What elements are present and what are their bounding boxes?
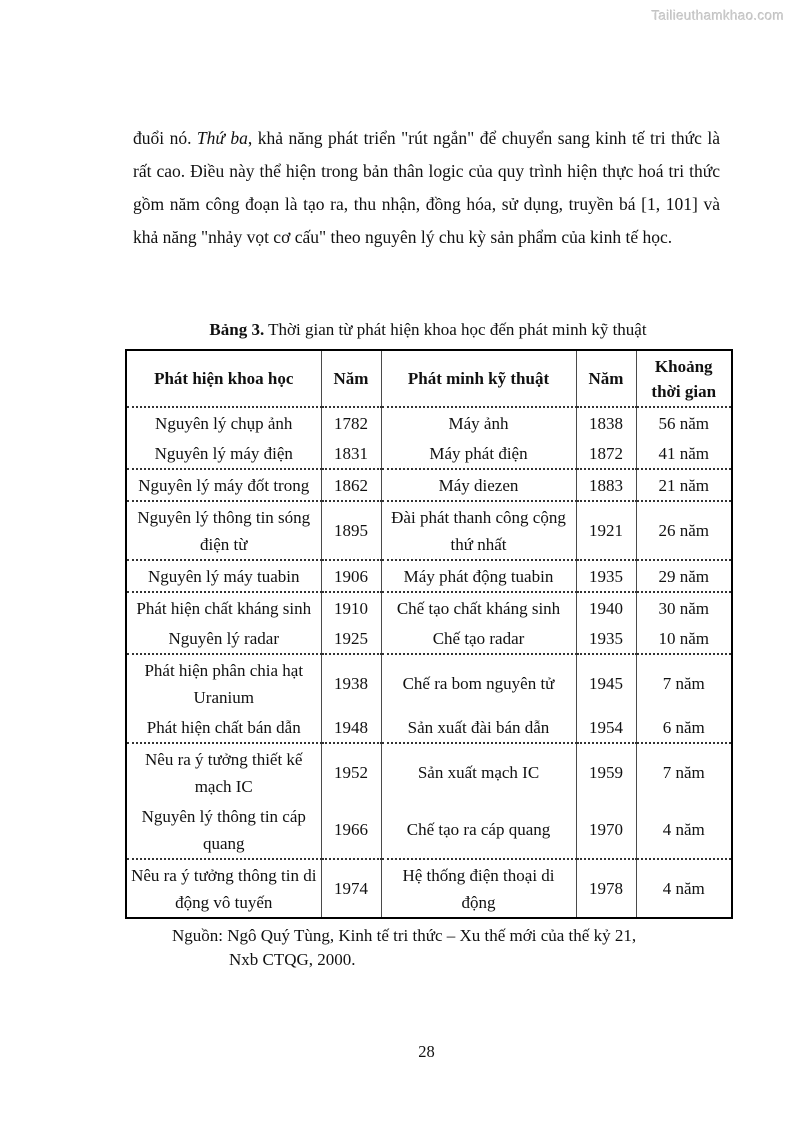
- cell-year1: 1966: [321, 801, 381, 859]
- header-discovery: Phát hiện khoa học: [126, 350, 321, 407]
- page-number: 28: [418, 1042, 435, 1061]
- cell-gap: 4 năm: [636, 801, 732, 859]
- cell-gap: 7 năm: [662, 674, 705, 693]
- cell-discovery: Nguyên lý máy đốt trong: [126, 469, 321, 501]
- cell-year2: 1838: [576, 407, 636, 438]
- cell-year2: 1970: [576, 801, 636, 859]
- cell-invention: Máy phát động tuabin: [381, 560, 576, 592]
- cell-invention: Máy ảnh: [381, 407, 576, 438]
- table-row: [126, 469, 732, 501]
- cell-invention: Chế tạo chất kháng sinh: [381, 592, 576, 623]
- cell-gap: 26 năm: [636, 501, 732, 560]
- cell-year2: 1954: [576, 712, 636, 743]
- cell-invention: Sản xuất mạch IC: [381, 743, 576, 801]
- header-invention: Phát minh kỹ thuật: [381, 350, 576, 407]
- cell-year1: 1910: [321, 592, 381, 623]
- table-row: [126, 592, 732, 623]
- cell-year1: 1938: [321, 654, 381, 712]
- cell-gap: 29 năm: [636, 560, 732, 592]
- header-gap: Khoảng thời gian: [636, 350, 732, 407]
- cell-year1: 1895: [321, 501, 381, 560]
- table-header: [126, 350, 732, 407]
- watermark: Tailieuthamkhao.com: [651, 8, 784, 23]
- table-header-row: [126, 350, 732, 407]
- cell-gap: 7 năm: [662, 763, 705, 782]
- cell-discovery: Phát hiện phân chia hạt Uranium: [126, 654, 321, 712]
- cell-discovery: Nguyên lý thông tin sóng điện từ: [126, 501, 321, 560]
- cell-year1: 1974: [321, 859, 381, 918]
- cell-invention: Chế tạo radar: [381, 623, 576, 654]
- cell-year2: 1978: [576, 859, 636, 918]
- table-row: [126, 438, 732, 469]
- table-caption: [125, 320, 731, 340]
- source-line-1: Nguồn: Ngô Quý Tùng, Kinh tế tri thức – Xu thế mới của thế kỷ 21,: [172, 926, 637, 945]
- source-note: [125, 924, 731, 972]
- table-row: [126, 560, 732, 592]
- paragraph-text-start: đuổi nó.: [133, 128, 197, 148]
- cell-year1: 1906: [321, 560, 381, 592]
- cell-discovery: Nguyên lý máy điện: [126, 438, 321, 469]
- table-row: [126, 712, 732, 743]
- cell-year1: 1782: [321, 407, 381, 438]
- cell-year1: 1831: [321, 438, 381, 469]
- cell-year2: 1935: [576, 560, 636, 592]
- cell-discovery: Nguyên lý máy tuabin: [126, 560, 321, 592]
- cell-invention: Máy diezen: [381, 469, 576, 501]
- cell-invention: Chế ra bom nguyên tử: [381, 654, 576, 712]
- cell-year1: 1952: [321, 743, 381, 801]
- cell-gap: 6 năm: [636, 712, 732, 743]
- cell-gap: 41 năm: [636, 438, 732, 469]
- data-table: [125, 349, 733, 919]
- table-caption-label: Bảng 3.: [209, 320, 265, 339]
- cell-invention: Sản xuất đài bán dẫn: [381, 712, 576, 743]
- cell-gap: 4 năm: [662, 879, 705, 898]
- cell-invention: Chế tạo ra cáp quang: [381, 801, 576, 859]
- table-row: [126, 623, 732, 654]
- table-row: [126, 801, 732, 859]
- cell-year2: 1935: [576, 623, 636, 654]
- cell-year2: 1921: [576, 501, 636, 560]
- cell-invention: Đài phát thanh công cộng thứ nhất: [381, 501, 576, 560]
- cell-gap: 10 năm: [636, 623, 732, 654]
- cell-year1: 1862: [321, 469, 381, 501]
- cell-year2: 1945: [576, 654, 636, 712]
- header-year-discovery: Năm: [321, 350, 381, 407]
- cell-invention: Máy phát điện: [381, 438, 576, 469]
- body-paragraph: [133, 122, 720, 254]
- cell-invention: Hệ thống điện thoại di động: [381, 859, 576, 918]
- table-body: [126, 407, 732, 918]
- cell-gap: 56 năm: [658, 413, 710, 433]
- paragraph-text-rest: , khả năng phát triển "rút ngắn" để chuyển sang kinh tế tri thức là rất cao. Điều này thể hiện trong bản thân logic của quy trình hiện thực hoá tri thức gồm năm công đoạn là tạo ra, thu nhận, đồng hóa, sử dụng, truyền bá [1, 101] và khả năng "nhảy vọt cơ cấu" theo nguyên lý chu kỳ sản phẩm của kinh tế học.: [133, 128, 720, 247]
- cell-year2: 1940: [576, 592, 636, 623]
- cell-year2: 1872: [576, 438, 636, 469]
- table-row: [126, 501, 732, 560]
- cell-discovery: Phát hiện chất kháng sinh: [126, 592, 321, 623]
- cell-discovery: Nguyên lý thông tin cáp quang: [126, 801, 321, 859]
- table-block: [125, 320, 731, 972]
- cell-year2: 1883: [576, 469, 636, 501]
- table-row: [126, 859, 732, 918]
- source-line-2: Nxb CTQG, 2000.: [229, 950, 356, 969]
- cell-gap: 21 năm: [636, 469, 732, 501]
- cell-year1: 1948: [321, 712, 381, 743]
- cell-year2: 1959: [576, 743, 636, 801]
- cell-discovery: Phát hiện chất bán dẫn: [126, 712, 321, 743]
- table-row: [126, 654, 732, 712]
- paragraph-italic-phrase: Thứ ba: [196, 128, 248, 148]
- cell-discovery: Nguyên lý radar: [126, 623, 321, 654]
- cell-discovery: Nguyên lý chụp ảnh: [126, 407, 321, 438]
- header-year-invention: Năm: [576, 350, 636, 407]
- table-row: [126, 407, 732, 438]
- table-caption-text: Thời gian từ phát hiện khoa học đến phát minh kỹ thuật: [264, 320, 647, 339]
- cell-discovery: Nêu ra ý tưởng thông tin di động vô tuyến: [126, 859, 321, 918]
- cell-gap: 30 năm: [658, 598, 710, 618]
- table-row: [126, 743, 732, 801]
- cell-year1: 1925: [321, 623, 381, 654]
- cell-discovery: Nêu ra ý tưởng thiết kế mạch IC: [126, 743, 321, 801]
